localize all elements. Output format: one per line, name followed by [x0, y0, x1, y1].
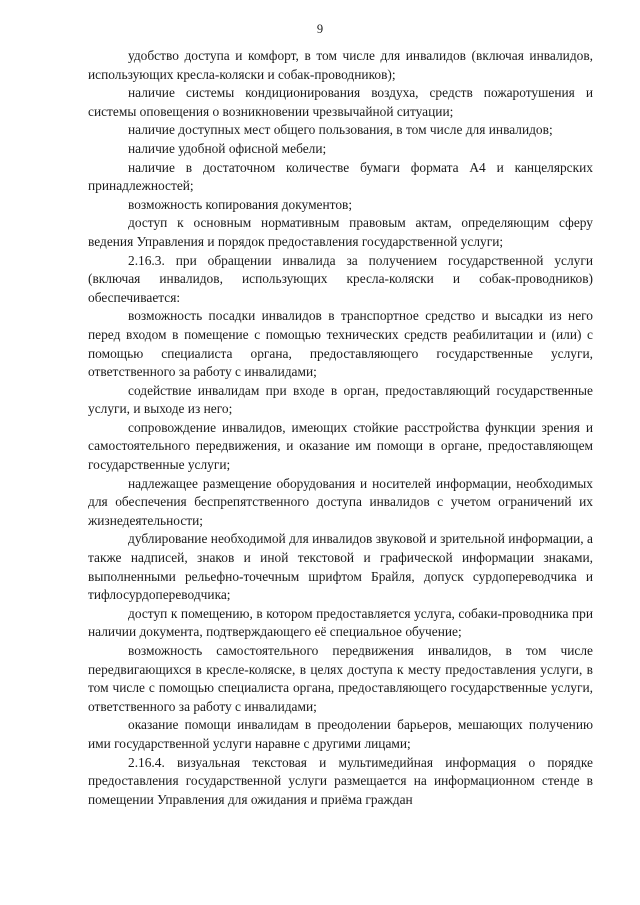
page-number: 9: [316, 22, 324, 36]
paragraph-6: возможность копирования документов;: [128, 196, 353, 212]
paragraph-7: доступ к основным нормативным правовым актам, определяющим сферу ведения Управления и порядок предоставления государственной услуги;: [88, 215, 593, 249]
section-2-16-4: 2.16.4. визуальная текстовая и мультимедийная информация о порядке предоставления государственной услуги размещается на информационном стенде в помещении Управления для ожидания и приёма граждан: [88, 754, 593, 807]
paragraph-13: дублирование необходимой для инвалидов звуковой и зрительной информации, а также надписей, знаков и иной текстовой и графической информации знаками, выполненными рельефно-точечным шрифтом Брайля, допуск сурдопереводчика и тифлосурдопереводчика;: [88, 531, 593, 603]
paragraph-3: наличие доступных мест общего пользования, в том числе для инвалидов;: [128, 122, 553, 138]
document-body: [88, 47, 593, 809]
section-2-16-3: 2.16.3. при обращении инвалида за получением государственной услуги (включая инвалидов, использующих кресла-коляски и собак-проводников) обеспечивается:: [88, 252, 593, 305]
paragraph-11: сопровождение инвалидов, имеющих стойкие расстройства функции зрения и самостоятельного передвижения, и оказание им помощи в органе, предоставляющем государственные услуги;: [88, 419, 593, 473]
paragraph-15: возможность самостоятельного передвижения инвалидов, в том числе передвигающихся в кресле-коляске, в целях доступа к месту предоставления услуги, в том числе с помощью специалиста органа, предоставляющего государственные услуги, ответственного за работу с инвалидами;: [88, 643, 593, 714]
paragraph-4: наличие удобной офисной мебели;: [128, 140, 327, 156]
paragraph-10: содействие инвалидам при входе в орган, предоставляющий государственные услуги, и выходе из него;: [88, 382, 593, 417]
paragraph-12: надлежащее размещение оборудования и носителей информации, необходимых для обеспечения беспрепятственного доступа инвалидов с учетом ограничений их жизнедеятельности;: [88, 475, 593, 528]
paragraph-9: возможность посадки инвалидов в транспортное средство и высадки из него перед входом в помещение с помощью технических средств реабилитации и (или) с помощью специалиста органа, предоставляющего государственные услуги, ответственного за работу с инвалидами;: [88, 308, 593, 380]
paragraph-16: оказание помощи инвалидам в преодолении барьеров, мешающих получению ими государственной услуги наравне с другими лицами;: [88, 717, 593, 751]
paragraph-5: наличие в достаточном количестве бумаги формата А4 и канцелярских принадлежностей;: [88, 159, 593, 194]
paragraph-14: доступ к помещению, в котором предоставляется услуга, собаки-проводника при наличии документа, подтверждающего её специальное обучение;: [88, 605, 593, 640]
paragraph-1: удобство доступа и комфорт, в том числе для инвалидов (включая инвалидов, использующих кресла-коляски и собак-проводников);: [88, 48, 593, 82]
paragraph-2: наличие системы кондиционирования воздуха, средств пожаротушения и системы оповещения о возникновении чрезвычайной ситуации;: [88, 85, 593, 119]
